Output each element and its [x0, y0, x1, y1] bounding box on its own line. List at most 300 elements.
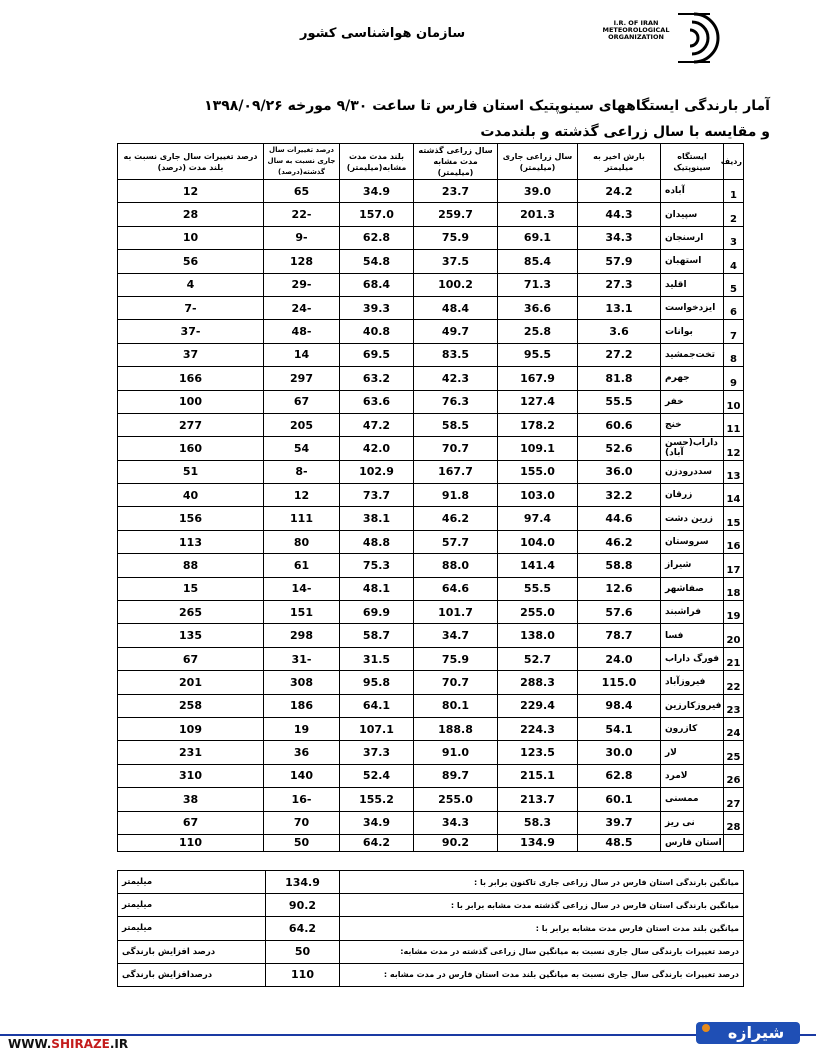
table-cell: 140 — [264, 764, 340, 787]
table-cell: 23.7 — [414, 180, 498, 203]
table-cell: -31 — [264, 647, 340, 670]
table-cell: 67 — [264, 390, 340, 413]
table-cell: 310 — [118, 764, 264, 787]
table-cell: 101.7 — [414, 601, 498, 624]
total-row — [118, 834, 744, 851]
table-cell: 58.7 — [340, 624, 414, 647]
table-cell: 265 — [118, 601, 264, 624]
logo-line3: ORGANIZATION — [608, 33, 664, 41]
table-cell: 8 — [724, 343, 744, 366]
table-cell: 91.0 — [414, 741, 498, 764]
table-cell: 54.8 — [340, 250, 414, 273]
header-station: ایستگاه سینوپتیک — [661, 144, 724, 180]
table-cell: 298 — [264, 624, 340, 647]
summary-unit: میلیمتر — [118, 917, 266, 940]
header-last: سال زراعی گذشته مدت مشابه (میلیمتر) — [414, 144, 498, 180]
table-cell: 138.0 — [498, 624, 578, 647]
table-cell: 67 — [118, 811, 264, 834]
summary-unit: میلیمتر — [118, 894, 266, 917]
table-cell: 9 — [724, 367, 744, 390]
table-cell: 83.5 — [414, 343, 498, 366]
table-cell: 54 — [264, 437, 340, 460]
table-cell: 37.3 — [340, 741, 414, 764]
table-cell: 46.2 — [578, 530, 661, 553]
table-cell: 58.8 — [578, 554, 661, 577]
summary-desc: میانگین بارندگی استان فارس در سال زراعی گذشته مدت مشابه برابر با : — [340, 894, 744, 917]
table-cell: 85.4 — [498, 250, 578, 273]
url-brand: SHIRAZE — [51, 1037, 110, 1051]
table-cell: 36.0 — [578, 460, 661, 483]
table-cell: فراشبند — [661, 601, 724, 624]
table-row — [118, 484, 744, 507]
table-cell: 68.4 — [340, 273, 414, 296]
table-cell: 166 — [118, 367, 264, 390]
table-cell: خنج — [661, 413, 724, 436]
table-cell: 54.1 — [578, 717, 661, 740]
report-title: آمار بارندگی ایستگاههای سینوپتیک استان فارس تا ساعت ۹/۳۰ مورخه ۱۳۹۸/۰۹/۲۶ — [204, 98, 770, 114]
url-suffix: .IR — [109, 1037, 129, 1051]
table-cell: 109.1 — [498, 437, 578, 460]
header-idx: ردیف — [724, 144, 744, 180]
table-row — [118, 694, 744, 717]
table-cell: 62.8 — [340, 226, 414, 249]
table-cell: 134.9 — [498, 834, 578, 851]
table-cell: 47.2 — [340, 413, 414, 436]
rainfall-table — [117, 143, 744, 852]
table-cell: 78.7 — [578, 624, 661, 647]
table-cell: 25.8 — [498, 320, 578, 343]
table-cell: 28 — [118, 203, 264, 226]
table-cell: 91.8 — [414, 484, 498, 507]
table-cell: 63.2 — [340, 367, 414, 390]
table-cell: 213.7 — [498, 788, 578, 811]
table-cell: 30.0 — [578, 741, 661, 764]
table-cell: -29 — [264, 273, 340, 296]
table-cell: 88 — [118, 554, 264, 577]
table-row — [118, 601, 744, 624]
table-cell: 13 — [724, 460, 744, 483]
table-cell: 37.5 — [414, 250, 498, 273]
table-cell: 258 — [118, 694, 264, 717]
table-cell: بوانات — [661, 320, 724, 343]
table-row — [118, 226, 744, 249]
summary-unit: درصد افزایش بارندگی — [118, 940, 266, 963]
table-cell: 61 — [264, 554, 340, 577]
header-recent: بارش اخیر به میلیمتر — [578, 144, 661, 180]
table-cell: 42.3 — [414, 367, 498, 390]
table-cell: 7 — [724, 320, 744, 343]
table-cell: 48.8 — [340, 530, 414, 553]
table-cell: 21 — [724, 647, 744, 670]
table-cell: 71.3 — [498, 273, 578, 296]
table-cell: فیروزکارزین — [661, 694, 724, 717]
table-cell: 111 — [264, 507, 340, 530]
table-cell: 231 — [118, 741, 264, 764]
table-row — [118, 296, 744, 319]
table-row — [118, 320, 744, 343]
table-cell: 178.2 — [498, 413, 578, 436]
table-cell: 37 — [118, 343, 264, 366]
table-cell: 70 — [264, 811, 340, 834]
table-cell: 20 — [724, 624, 744, 647]
table-cell: 69.1 — [498, 226, 578, 249]
table-cell: 69.5 — [340, 343, 414, 366]
table-cell: 75.9 — [414, 226, 498, 249]
table-cell: 89.7 — [414, 764, 498, 787]
table-cell: سددرودزن — [661, 460, 724, 483]
table-cell: 100 — [118, 390, 264, 413]
table-cell: 115.0 — [578, 671, 661, 694]
table-row — [118, 180, 744, 203]
summary-value: 50 — [266, 940, 340, 963]
header-pct-long: درصد تغییرات سال جاری نسبت به بلند مدت (درصد) — [118, 144, 264, 180]
table-cell: -24 — [264, 296, 340, 319]
table-cell: 110 — [118, 834, 264, 851]
table-cell: داراب(حسن آباد) — [661, 437, 724, 460]
table-cell: 11 — [724, 413, 744, 436]
table-cell: 57.9 — [578, 250, 661, 273]
table-cell: 156 — [118, 507, 264, 530]
table-cell: 188.8 — [414, 717, 498, 740]
table-cell: 3.6 — [578, 320, 661, 343]
table-cell: 15 — [118, 577, 264, 600]
table-cell: 3 — [724, 226, 744, 249]
table-cell: 19 — [264, 717, 340, 740]
table-cell: 27.2 — [578, 343, 661, 366]
table-cell: 39.7 — [578, 811, 661, 834]
table-cell: 28 — [724, 811, 744, 834]
table-cell: تخت‌جمشید — [661, 343, 724, 366]
shiraze-brand-logo — [688, 1018, 808, 1048]
table-cell: 19 — [724, 601, 744, 624]
table-cell: 88.0 — [414, 554, 498, 577]
table-cell: 32.2 — [578, 484, 661, 507]
table-cell: 95.5 — [498, 343, 578, 366]
table-cell: 97.4 — [498, 507, 578, 530]
table-cell: 155.0 — [498, 460, 578, 483]
table-row — [118, 717, 744, 740]
summary-unit: درصدافزایش بارندگی — [118, 963, 266, 986]
table-cell: 52.6 — [578, 437, 661, 460]
table-cell: فیروزآباد — [661, 671, 724, 694]
summary-row — [118, 917, 744, 940]
table-cell: فسا — [661, 624, 724, 647]
table-cell: سپیدان — [661, 203, 724, 226]
table-cell: فورگ داراب — [661, 647, 724, 670]
table-cell: 36 — [264, 741, 340, 764]
summary-value: 64.2 — [266, 917, 340, 940]
table-cell: کازرون — [661, 717, 724, 740]
table-cell: 103.0 — [498, 484, 578, 507]
table-cell: 205 — [264, 413, 340, 436]
table-cell: 113 — [118, 530, 264, 553]
table-row — [118, 577, 744, 600]
table-cell: 55.5 — [498, 577, 578, 600]
table-cell: 12.6 — [578, 577, 661, 600]
table-cell: صفاشهر — [661, 577, 724, 600]
table-cell: خفر — [661, 390, 724, 413]
table-row — [118, 764, 744, 787]
table-cell: -9 — [264, 226, 340, 249]
table-cell: 76.3 — [414, 390, 498, 413]
summary-value: 110 — [266, 963, 340, 986]
summary-row — [118, 894, 744, 917]
table-cell: 14 — [724, 484, 744, 507]
table-cell: 49.7 — [414, 320, 498, 343]
summary-desc: میانگین بارندگی استان فارس در سال زراعی جاری تاکنون برابر با : — [340, 871, 744, 894]
table-cell: 13.1 — [578, 296, 661, 319]
table-cell: 58.3 — [498, 811, 578, 834]
table-cell: 107.1 — [340, 717, 414, 740]
table-cell: 297 — [264, 367, 340, 390]
table-cell: -22 — [264, 203, 340, 226]
table-cell: 155.2 — [340, 788, 414, 811]
table-cell: استهبان — [661, 250, 724, 273]
table-cell: 201.3 — [498, 203, 578, 226]
table-cell: 186 — [264, 694, 340, 717]
table-cell: 57.7 — [414, 530, 498, 553]
table-cell: 2 — [724, 203, 744, 226]
table-cell: ارسنجان — [661, 226, 724, 249]
table-cell: 34.9 — [340, 180, 414, 203]
table-cell: -37 — [118, 320, 264, 343]
table-cell: 27.3 — [578, 273, 661, 296]
table-cell: -16 — [264, 788, 340, 811]
table-cell: اقلید — [661, 273, 724, 296]
table-row — [118, 413, 744, 436]
table-cell: 44.6 — [578, 507, 661, 530]
table-cell: 10 — [724, 390, 744, 413]
table-cell: 80 — [264, 530, 340, 553]
table-row — [118, 203, 744, 226]
table-row — [118, 788, 744, 811]
table-cell: -48 — [264, 320, 340, 343]
table-cell: 75.3 — [340, 554, 414, 577]
table-cell: 31.5 — [340, 647, 414, 670]
table-row — [118, 273, 744, 296]
table-cell: 36.6 — [498, 296, 578, 319]
table-cell: 60.1 — [578, 788, 661, 811]
table-cell: 34.3 — [414, 811, 498, 834]
table-row — [118, 250, 744, 273]
table-row — [118, 554, 744, 577]
table-row — [118, 343, 744, 366]
table-cell: 127.4 — [498, 390, 578, 413]
table-cell: 58.5 — [414, 413, 498, 436]
summary-table — [117, 870, 744, 987]
table-row — [118, 624, 744, 647]
table-row — [118, 811, 744, 834]
table-cell: 98.4 — [578, 694, 661, 717]
table-cell: 104.0 — [498, 530, 578, 553]
table-row — [118, 671, 744, 694]
table-cell: 40.8 — [340, 320, 414, 343]
table-cell: 46.2 — [414, 507, 498, 530]
table-row — [118, 367, 744, 390]
table-cell: 135 — [118, 624, 264, 647]
table-cell: لامرد — [661, 764, 724, 787]
table-cell: 17 — [724, 554, 744, 577]
table-cell: 255.0 — [498, 601, 578, 624]
table-cell: 70.7 — [414, 437, 498, 460]
table-cell: 4 — [118, 273, 264, 296]
table-cell: 55.5 — [578, 390, 661, 413]
summary-value: 134.9 — [266, 871, 340, 894]
table-row — [118, 741, 744, 764]
table-cell: 259.7 — [414, 203, 498, 226]
summary-unit: میلیمتر — [118, 871, 266, 894]
table-cell: 12 — [118, 180, 264, 203]
table-cell: 24 — [724, 717, 744, 740]
table-cell: 157.0 — [340, 203, 414, 226]
table-cell: 57.6 — [578, 601, 661, 624]
table-cell: 141.4 — [498, 554, 578, 577]
table-cell: 308 — [264, 671, 340, 694]
table-cell: شیراز — [661, 554, 724, 577]
table-cell: 255.0 — [414, 788, 498, 811]
table-cell: 100.2 — [414, 273, 498, 296]
table-cell: 128 — [264, 250, 340, 273]
brand-text: شیرازه — [727, 1023, 785, 1042]
header-longterm: بلند مدت مدت مشابه(میلیمتر) — [340, 144, 414, 180]
table-cell: 52.4 — [340, 764, 414, 787]
table-row — [118, 437, 744, 460]
table-cell: 48.1 — [340, 577, 414, 600]
summary-value: 90.2 — [266, 894, 340, 917]
table-cell: 123.5 — [498, 741, 578, 764]
table-cell: 23 — [724, 694, 744, 717]
report-subtitle: و مقایسه با سال زراعی گذشته و بلندمدت — [480, 124, 770, 140]
table-cell: 24.0 — [578, 647, 661, 670]
table-row — [118, 530, 744, 553]
table-cell: 56 — [118, 250, 264, 273]
meteorological-organization-logo — [574, 8, 720, 68]
table-cell: 24.2 — [578, 180, 661, 203]
table-cell: سروستان — [661, 530, 724, 553]
table-cell: 64.1 — [340, 694, 414, 717]
table-cell: 288.3 — [498, 671, 578, 694]
table-cell: 67 — [118, 647, 264, 670]
summary-desc: میانگین بلند مدت استان فارس مدت مشابه برابر با : — [340, 917, 744, 940]
table-cell: 44.3 — [578, 203, 661, 226]
table-cell: 81.8 — [578, 367, 661, 390]
table-cell: 38 — [118, 788, 264, 811]
summary-row — [118, 963, 744, 986]
table-cell: -14 — [264, 577, 340, 600]
table-cell: 1 — [724, 180, 744, 203]
table-cell: 34.3 — [578, 226, 661, 249]
table-row — [118, 390, 744, 413]
table-cell: 229.4 — [498, 694, 578, 717]
table-cell: 5 — [724, 273, 744, 296]
table-cell: 215.1 — [498, 764, 578, 787]
table-cell: 102.9 — [340, 460, 414, 483]
table-cell: 201 — [118, 671, 264, 694]
table-cell: 75.9 — [414, 647, 498, 670]
table-cell: 62.8 — [578, 764, 661, 787]
summary-row — [118, 871, 744, 894]
table-cell: 15 — [724, 507, 744, 530]
table-cell: 10 — [118, 226, 264, 249]
table-cell: 151 — [264, 601, 340, 624]
table-cell: 34.9 — [340, 811, 414, 834]
logo-line2: METEOROLOGICAL — [602, 26, 670, 34]
table-cell: 80.1 — [414, 694, 498, 717]
table-cell: 50 — [264, 834, 340, 851]
header-pct-last: درصد تغییرات سال جاری نسبت به سال گذشته(درصد) — [264, 144, 340, 180]
table-cell: زرقان — [661, 484, 724, 507]
table-cell: جهرم — [661, 367, 724, 390]
table-row — [118, 460, 744, 483]
summary-desc: درصد تغییرات بارندگی سال جاری نسبت به میانگین سال زراعی گذشته در مدت مشابه: — [340, 940, 744, 963]
table-cell: 277 — [118, 413, 264, 436]
table-cell: 22 — [724, 671, 744, 694]
table-cell: 109 — [118, 717, 264, 740]
url-prefix: WWW. — [8, 1037, 52, 1051]
table-cell: 4 — [724, 250, 744, 273]
table-cell: 34.7 — [414, 624, 498, 647]
table-cell: 69.9 — [340, 601, 414, 624]
table-cell: 70.7 — [414, 671, 498, 694]
table-cell: 90.2 — [414, 834, 498, 851]
table-cell: 27 — [724, 788, 744, 811]
table-cell: 64.6 — [414, 577, 498, 600]
table-cell: 63.6 — [340, 390, 414, 413]
table-cell: 73.7 — [340, 484, 414, 507]
table-cell: 167.7 — [414, 460, 498, 483]
table-cell: نی ریز — [661, 811, 724, 834]
table-cell: 167.9 — [498, 367, 578, 390]
table-cell: ممسنی — [661, 788, 724, 811]
table-cell: 38.1 — [340, 507, 414, 530]
table-cell: 48.4 — [414, 296, 498, 319]
table-cell: زرین دشت — [661, 507, 724, 530]
table-cell: 26 — [724, 764, 744, 787]
table-cell: 25 — [724, 741, 744, 764]
table-cell: 6 — [724, 296, 744, 319]
table-cell: ایزدخواست — [661, 296, 724, 319]
table-cell: 18 — [724, 577, 744, 600]
table-cell: 51 — [118, 460, 264, 483]
header-current: سال زراعی جاری (میلیمتر) — [498, 144, 578, 180]
table-cell — [724, 834, 744, 851]
table-cell: 39.3 — [340, 296, 414, 319]
table-cell: 65 — [264, 180, 340, 203]
table-header-row — [118, 144, 744, 180]
table-cell: لار — [661, 741, 724, 764]
org-name: سازمان هواشناسی کشور — [300, 26, 466, 41]
summary-row — [118, 940, 744, 963]
table-cell: 12 — [264, 484, 340, 507]
logo-line1: I.R. OF IRAN — [613, 19, 659, 27]
table-cell: آباده — [661, 180, 724, 203]
table-cell: -8 — [264, 460, 340, 483]
table-cell: 95.8 — [340, 671, 414, 694]
table-cell: 60.6 — [578, 413, 661, 436]
table-cell: 52.7 — [498, 647, 578, 670]
footer-url-link[interactable] — [8, 1037, 128, 1051]
table-cell: 40 — [118, 484, 264, 507]
table-row — [118, 647, 744, 670]
table-cell: 42.0 — [340, 437, 414, 460]
table-cell: 64.2 — [340, 834, 414, 851]
table-row — [118, 507, 744, 530]
table-cell: 48.5 — [578, 834, 661, 851]
summary-desc: درصد تغییرات بارندگی سال جاری نسبت به میانگین بلند مدت استان فارس در مدت مشابه : — [340, 963, 744, 986]
table-cell: استان فارس — [661, 834, 724, 851]
table-cell: 14 — [264, 343, 340, 366]
table-cell: 12 — [724, 437, 744, 460]
